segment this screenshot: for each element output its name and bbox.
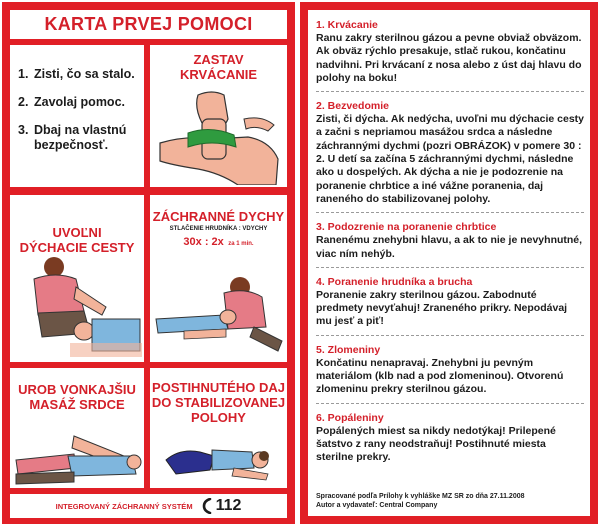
step-3: 3. Dbaj na vlastnú bezpečnosť. — [18, 123, 127, 152]
section-fractures: 5. Zlomeniny Končatinu nenapravaj. Znehybni ju pevným materiálom (klb nad a pod zlomeninou). Otvorenú zlomeninu prekry sterilnou gázou. — [316, 344, 584, 404]
panel-rescue-breaths-heading: ZÁCHRANNÉ DYCHY — [152, 209, 285, 224]
emergency-system-label: INTEGROVANÝ ZÁCHRANNÝ SYSTÉM — [55, 501, 193, 511]
emergency-number: 112 — [201, 497, 242, 515]
compression-rate: STLAČENIE HRUDNÍKA : VDYCHY 30x : 2x za 1 min. — [169, 226, 268, 248]
panel-cpr-heading: UROB VONKAJŠIU MASÁŽ SRDCE — [18, 382, 136, 412]
steps-panel — [10, 45, 144, 187]
step-2: 2. Zavolaj pomoc. — [18, 95, 125, 109]
step-1: 1. Zisti, čo sa stalo. — [18, 67, 135, 81]
section-bleeding: 1. Krvácanie Ranu zakry sterilnou gázou a pevne obviaž obväzom. Ak obväz rýchlo presakuje, stlač rukou, končatinu nadvihni. Pri krvácaní z nosa alebo z úst daj hlavu do polohy na boku! — [316, 19, 584, 92]
first-aid-card-front — [2, 2, 295, 524]
card-title: KARTA PRVEJ POMOCI — [44, 14, 253, 34]
panel-recovery-heading: POSTIHNUTÉHO DAJ DO STABILIZOVANEJ POLOHY — [151, 380, 286, 425]
panel-airway-heading: UVOĽNI DÝCHACIE CESTY — [19, 225, 135, 255]
cpr-illustration — [14, 420, 142, 486]
section-spine-injury: 3. Podozrenie na poranenie chrbtice Ranenému znehybni hlavu, a ak to nie je nevyhnutné, viac ním nehýb. — [316, 221, 584, 268]
panel-stop-bleeding-heading: ZASTAV KRVÁCANIE — [179, 52, 258, 82]
rescue-breaths-illustration — [154, 271, 284, 359]
instructions-panel — [308, 10, 590, 516]
section-burns: 6. Popáleniny Popálených miest sa nikdy nedotýkaj! Prilepené šatstvo z rany neodstraňuj! Postihnuté miesta sterilne prekry. — [316, 411, 556, 464]
bandaged-arm-illustration — [158, 89, 280, 185]
panel-stop-bleeding — [150, 45, 287, 187]
section-unconscious: 2. Bezvedomie Zisti, či dýcha. Ak nedýcha, uvoľni mu dýchacie cesty a začni s nepriamou masážou srdca a následne záchrannými dychmi (pozri OBRÁZOK) v pomere 30 : 2. U detí sa začína 5 záchrannými dychmi, následne ako u dospelých. Ak dýcha a nie je podozrenie na poranenie chrbtice a iné vážne poranenia, daj raneného do stabilizovanej polohy. — [316, 100, 584, 213]
publisher-credits: Spracované podľa Prílohy k vyhláške MZ SR zo dňa 27.11.2008 Autor a vydavateľ: Central Company — [316, 493, 525, 509]
panel-cpr — [10, 368, 144, 488]
recovery-position-illustration — [156, 430, 282, 484]
phone-icon — [201, 498, 213, 514]
card-title-box — [10, 10, 287, 39]
panel-airway — [10, 195, 144, 362]
panel-rescue-breaths — [150, 195, 287, 362]
section-chest-abdomen: 4. Poranenie hrudníka a brucha Poranenie zakry sterilnou gázou. Zabodnuté predmety nevyťahuj! Zraneného prikry. Nepodávaj mu jesť a piť! — [316, 276, 584, 336]
panel-recovery-position — [150, 368, 287, 488]
airway-illustration — [14, 257, 142, 359]
first-aid-card-back — [300, 2, 598, 524]
emergency-footer — [10, 494, 287, 518]
